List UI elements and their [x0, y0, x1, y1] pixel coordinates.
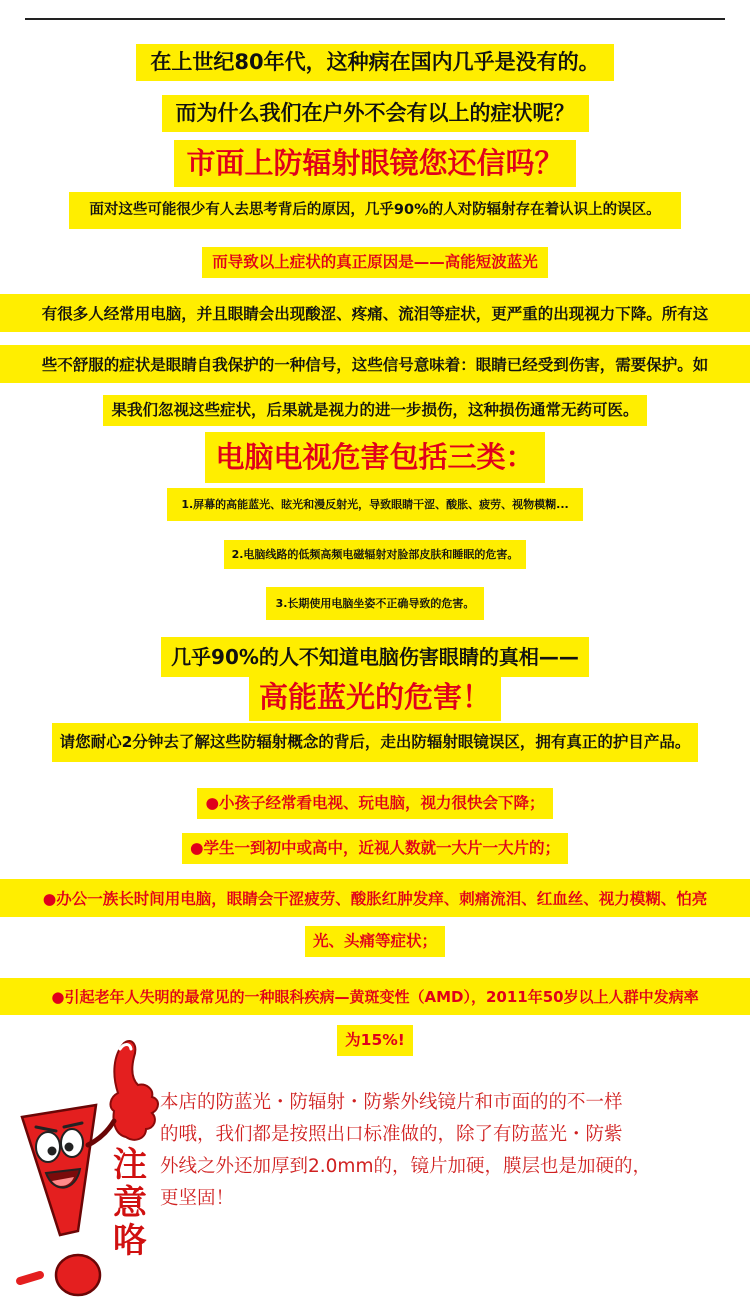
- line-14-row: [0, 674, 750, 721]
- line-05-row: [0, 247, 750, 278]
- line-19-row: [0, 926, 750, 957]
- line-08-row: [0, 395, 750, 426]
- line-01: 在上世纪80年代，这种病在国内几乎是没有的。: [136, 44, 613, 81]
- notice-line-3: 外线之外还加厚到2.0mm的，镜片加硬，膜层也是加硬的，: [160, 1156, 651, 1177]
- bullet-office: ●办公一族长时间用电脑，眼睛会干涩疲劳、酸胀红肿发痒、刺痛流泪、红血丝、视力模糊、怕亮: [0, 879, 750, 917]
- line-06-row: [0, 294, 750, 332]
- line-13-row: [0, 637, 750, 677]
- notice-line-4: 更坚固！: [160, 1188, 235, 1209]
- notice-char-3: 咯: [113, 1221, 147, 1261]
- headline-blue-light: 高能蓝光的危害！: [249, 674, 501, 721]
- line-12-row: [0, 587, 750, 620]
- bullet-children: ●小孩子经常看电视、玩电脑，视力很快会下降；: [197, 788, 552, 819]
- line-02-row: [0, 95, 750, 132]
- line-04-row: [0, 192, 750, 229]
- line-20-row: [0, 978, 750, 1015]
- bullet-elderly-cont: 为15%!: [337, 1025, 413, 1056]
- bullet-elderly: ●引起老年人失明的最常见的一种眼科疾病—黄斑变性（AMD），2011年50岁以上人群中发病率: [0, 978, 750, 1015]
- line-05: 而导致以上症状的真正原因是——高能短波蓝光: [202, 247, 548, 278]
- harm-2: 2.电脑线路的低频高频电磁辐射对脸部皮肤和睡眠的危害。: [224, 540, 527, 569]
- line-07: 些不舒服的症状是眼睛自我保护的一种信号，这些信号意味着：眼睛已经受到伤害，需要保护。如: [0, 345, 750, 383]
- notice-char-2: 意: [113, 1183, 147, 1223]
- notice-char-1: 注: [113, 1145, 147, 1185]
- line-08: 果我们忽视这些症状，后果就是视力的进一步损伤，这种损伤通常无药可医。: [103, 395, 646, 426]
- line-16-row: [0, 788, 750, 819]
- headline-trust: 市面上防辐射眼镜您还信吗？: [174, 140, 575, 187]
- line-13: 几乎90%的人不知道电脑伤害眼睛的真相——: [161, 637, 589, 677]
- line-15-row: [0, 723, 750, 762]
- line-17-row: [0, 833, 750, 864]
- top-divider: [25, 18, 725, 20]
- line-07-row: [0, 345, 750, 383]
- line-15: 请您耐心2分钟去了解这些防辐射概念的背后，走出防辐射眼镜误区，拥有真正的护目产品。: [52, 723, 699, 762]
- line-11-row: [0, 540, 750, 569]
- pointing-hand-icon: [111, 1041, 158, 1140]
- bullet-office-cont: 光、头痛等症状；: [305, 926, 445, 957]
- notice-text: [160, 1087, 745, 1215]
- line-18-row: [0, 879, 750, 917]
- harm-3: 3.长期使用电脑坐姿不正确导致的危害。: [266, 587, 485, 620]
- line-02: 而为什么我们在户外不会有以上的症状呢？: [162, 95, 589, 132]
- line-06: 有很多人经常用电脑，并且眼睛会出现酸涩、疼痛、流泪等症状，更严重的出现视力下降。所有这: [0, 294, 750, 332]
- notice-line-2: 的哦，我们都是按照出口标准做的，除了有防蓝光・防紫: [160, 1124, 623, 1145]
- line-09-row: [0, 432, 750, 483]
- bullet-students: ●学生一到初中或高中，近视人数就一大片一大片的；: [182, 833, 568, 864]
- line-04: 面对这些可能很少有人去思考背后的原因，几乎90%的人对防辐射存在着认识上的误区。: [69, 192, 680, 229]
- line-03-row: [0, 140, 750, 187]
- notice-line-1: 本店的防蓝光・防辐射・防紫外线镜片和市面的的不一样: [160, 1092, 623, 1113]
- headline-three-harms: 电脑电视危害包括三类：: [205, 432, 544, 483]
- harm-1: 1.屏幕的高能蓝光、眩光和漫反射光，导致眼睛干涩、酸胀、疲劳、视物模糊...: [167, 488, 582, 521]
- line-01-row: [0, 44, 750, 81]
- line-10-row: [0, 488, 750, 521]
